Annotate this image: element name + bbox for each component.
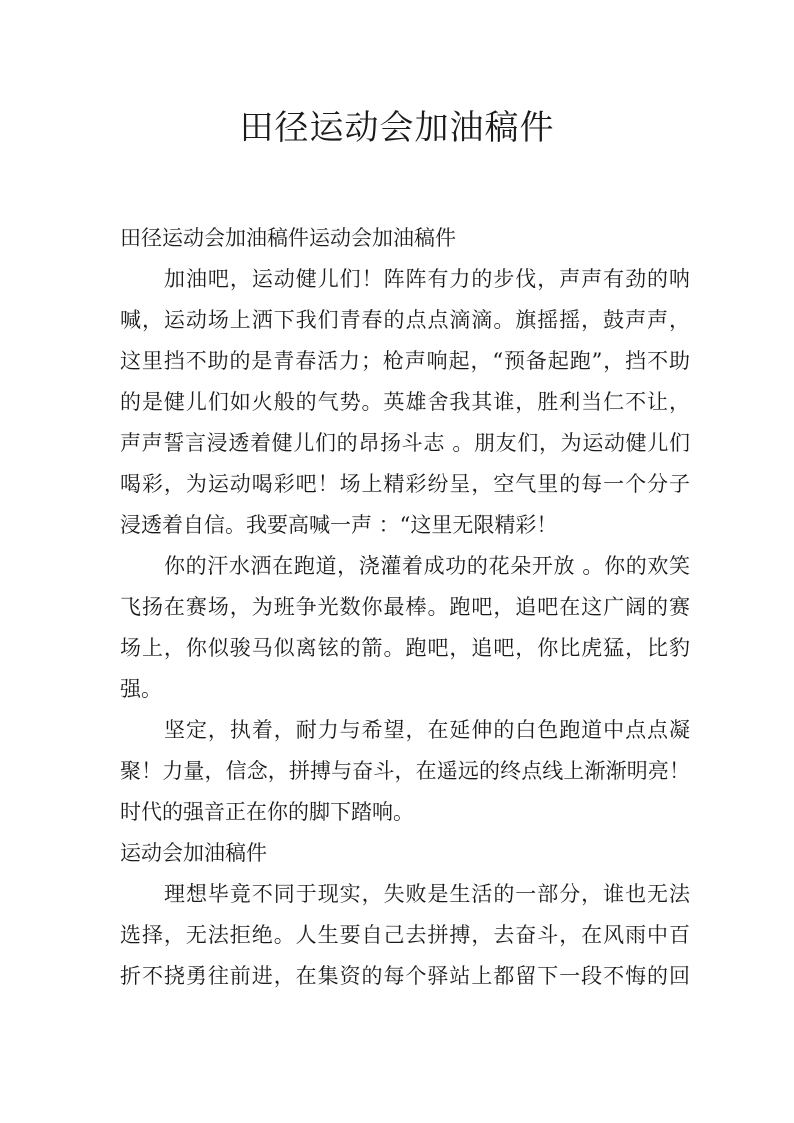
paragraph-4-line-3: 折不挠勇往前进，在集资的每个驿站上都留下一段不悔的回: [120, 964, 690, 988]
paragraph-2-line-4: 强。: [120, 677, 162, 701]
paragraph-3-line-3: 时代的强音正在你的脚下踏响。: [120, 800, 414, 824]
paragraph-1-line-5: 声声誓言浸透着健儿们的昂扬斗志 。朋友们，为运动健儿们: [120, 431, 690, 455]
section-heading: 运动会加油稿件: [120, 841, 267, 865]
paragraph-1-line-3: 这里挡不助的是青春活力；枪声响起，“预备起跑”，挡不助: [120, 349, 690, 373]
paragraph-1-line-4: 的是健儿们如火般的气势。英雄舍我其谁，胜利当仁不让，: [120, 390, 690, 414]
paragraph-1-line-7: 浸透着自信。我要高喊一声 ：“这里无限精彩！: [120, 513, 558, 537]
paragraph-3-line-2: 聚！力量，信念，拼搏与奋斗，在遥远的终点线上渐渐明亮！: [120, 759, 690, 783]
paragraph-3-line-1: 坚定，执着，耐力与希望，在延伸的白色跑道中点点凝: [164, 718, 690, 742]
paragraph-4-line-1: 理想毕竟不同于现实，失败是生活的一部分，谁也无法: [164, 882, 690, 906]
paragraph-1-line-6: 喝彩，为运动喝彩吧！场上精彩纷呈，空气里的每一个分子: [120, 472, 690, 496]
document-body: [120, 218, 690, 997]
paragraph-2-line-2: 飞扬在赛场，为班争光数你最棒。跑吧，追吧在这广阔的赛: [120, 595, 690, 619]
paragraph-1-line-2: 喊，运动场上洒下我们青春的点点滴滴。旗摇摇，鼓声声，: [120, 308, 690, 332]
document-title: 田径运动会加油稿件: [239, 108, 555, 148]
paragraph-2-line-3: 场上，你似骏马似离铉的箭。跑吧，追吧，你比虎猛，比豹: [120, 636, 690, 660]
subtitle-line: 田径运动会加油稿件运动会加油稿件: [120, 226, 456, 250]
paragraph-4-line-2: 选择，无法拒绝。人生要自己去拼搏，去奋斗，在风雨中百: [120, 923, 690, 947]
paragraph-1-line-1: 加油吧，运动健儿们！阵阵有力的步伐，声声有劲的呐: [164, 267, 690, 291]
paragraph-2-line-1: 你的汗水洒在跑道，浇灌着成功的花朵开放 。你的欢笑: [164, 554, 690, 578]
